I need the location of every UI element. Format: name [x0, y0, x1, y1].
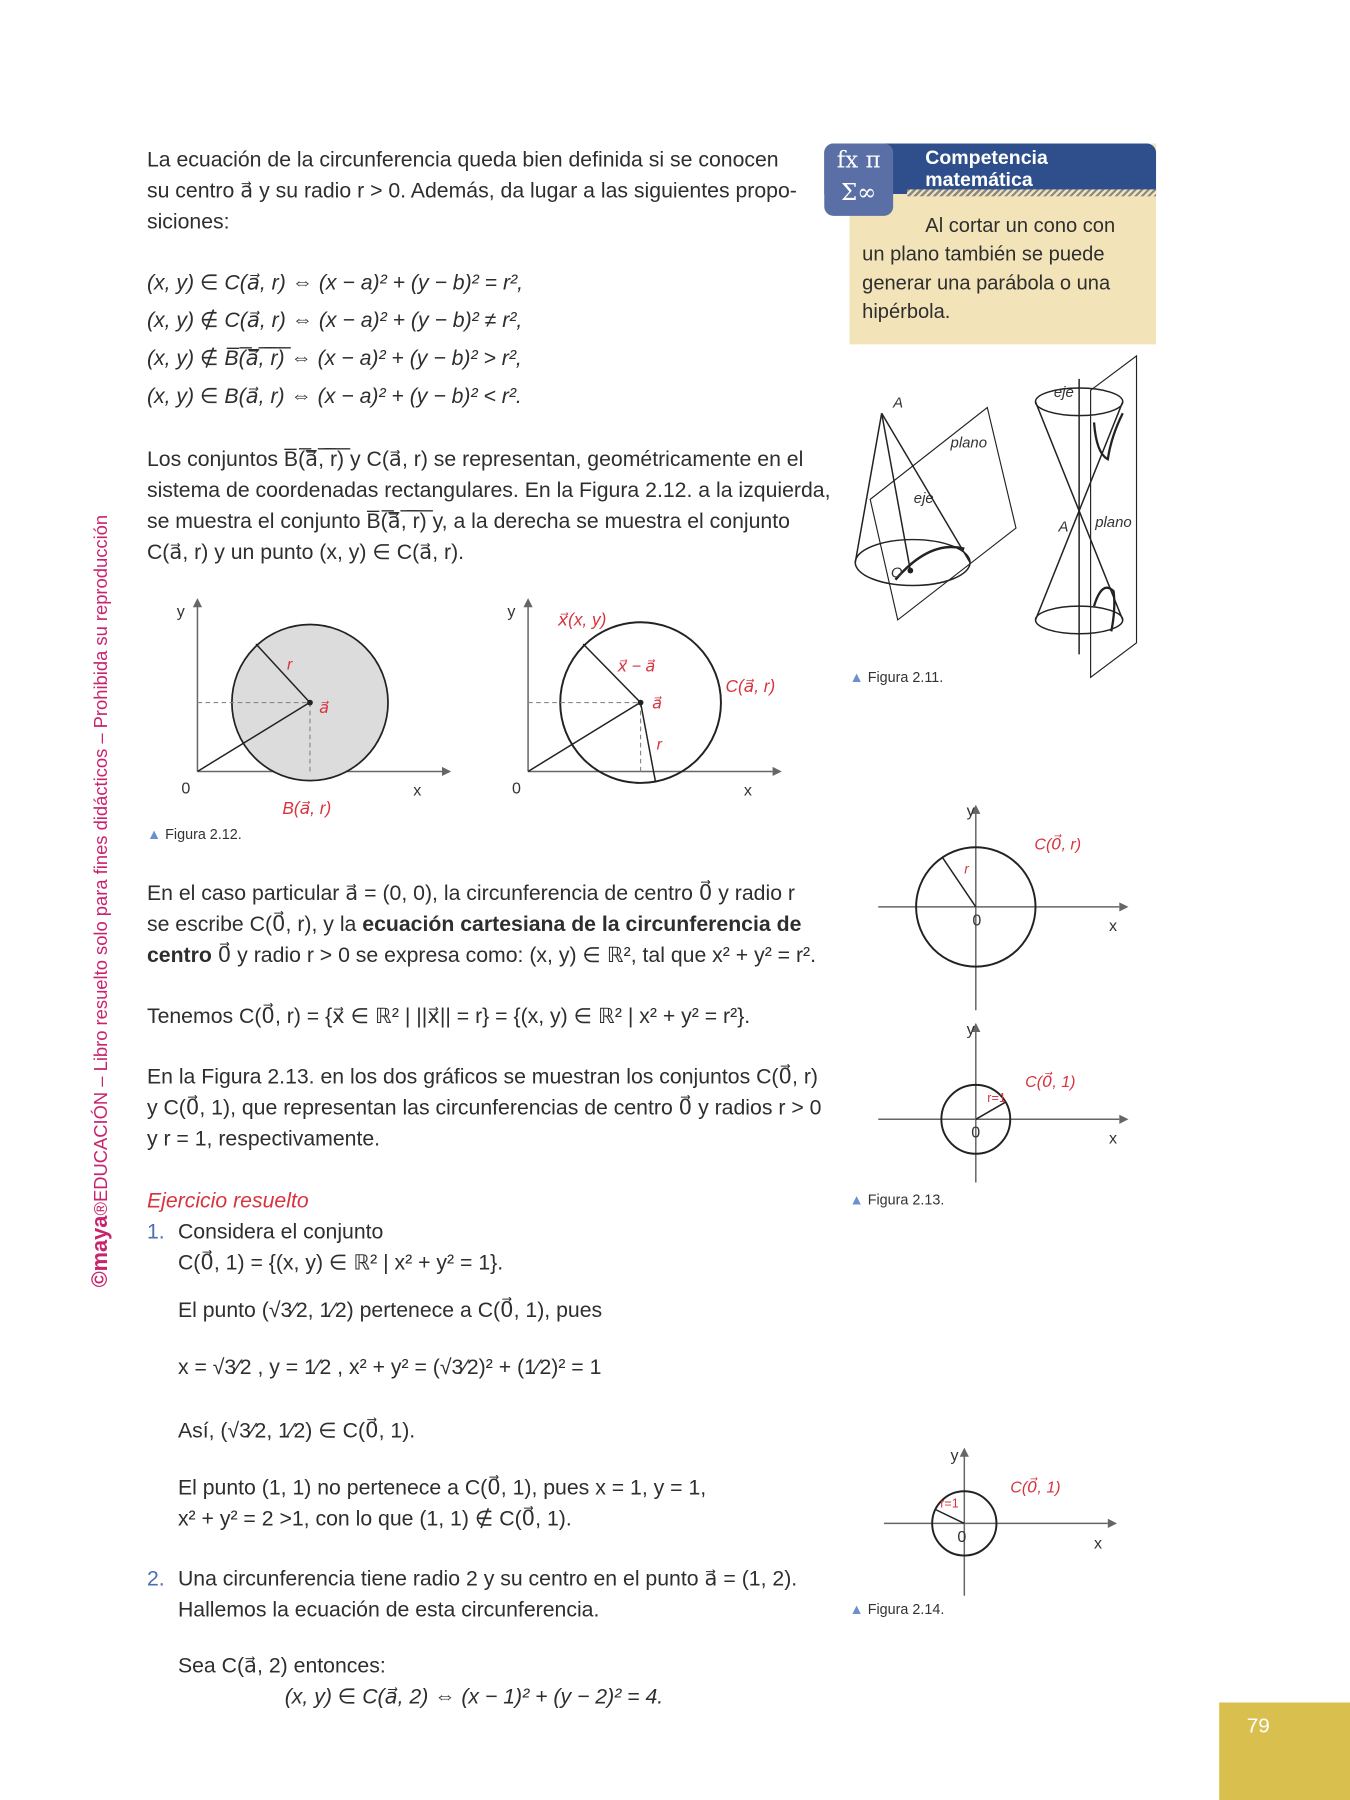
copyright-sidebar	[88, 515, 113, 1288]
y-axis-label: y	[966, 1020, 975, 1039]
exercise-line: El punto (1, 1) no pertenece a C(0⃗, 1), pues x = 1, y = 1,	[177, 1475, 707, 1500]
axis-label: eje	[913, 489, 934, 507]
equation: (x, y) ∈ C(a⃗, r) ⇔ (x − a)² + (y − b)² = r²,	[146, 269, 524, 294]
paragraph-line: C(a⃗, r) y un punto (x, y) ∈ C(a⃗, r).	[146, 539, 465, 564]
center-label: O	[890, 564, 903, 582]
figure-caption: ▲ Figura 2.14.	[850, 1601, 945, 1617]
y-axis-label: y	[176, 602, 185, 621]
paragraph-line	[147, 943, 816, 968]
competencia-text: un plano también se puede	[862, 242, 1105, 266]
maya-logo: ©maya	[88, 1215, 113, 1288]
competencia-text: Al cortar un cono con	[925, 213, 1116, 237]
radius-label: r	[964, 861, 969, 877]
intro-line: siciones:	[146, 208, 230, 234]
page-number-tab	[1219, 1702, 1350, 1800]
axis-label: eje	[1053, 384, 1074, 402]
paragraph-line: y C(0⃗, 1), que representan las circunferencias de centro 0⃗ y radios r > 0	[146, 1095, 822, 1120]
paragraph-line	[147, 912, 801, 937]
exercise-line: x = √3⁄2 , y = 1⁄2 , x² + y² = (√3⁄2)² + (1⁄2)² = 1	[177, 1354, 602, 1379]
origin-label: 0	[181, 779, 191, 798]
figure-2-11-cones	[850, 356, 1148, 666]
set-label: B(a⃗, r)	[282, 797, 332, 818]
x-axis-label: x	[1108, 1129, 1117, 1148]
x-axis-label: x	[1108, 917, 1117, 936]
y-axis-label: y	[966, 802, 975, 821]
paragraph-line: sistema de coordenadas rectangulares. En la Figura 2.12. a la izquierda,	[146, 477, 831, 502]
exercise-line: Hallemos la ecuación de esta circunferencia.	[177, 1596, 600, 1621]
x-axis-label: x	[743, 781, 752, 800]
x-axis-label: x	[413, 781, 422, 800]
origin-label: 0	[512, 779, 521, 798]
figure-2-13-top	[872, 798, 1136, 1016]
center-label: a⃗	[652, 694, 662, 713]
figure-2-12-right	[491, 591, 789, 821]
set-label: C(a⃗, r)	[725, 676, 776, 697]
set-label: C(0⃗, r)	[1034, 835, 1082, 854]
exercise-line: Así, (√3⁄2, 1⁄2) ∈ C(0⃗, 1).	[177, 1417, 416, 1442]
plane-label: plano	[1095, 513, 1132, 531]
paragraph-line: En el caso particular a⃗ = (0, 0), la circunferencia de centro 0⃗ y radio r	[146, 880, 795, 905]
equation: (x, y) ∉ B̅(̅a⃗̅,̅ ̅r̅)̅ ⇔ (x − a)² + (y − b)² > r²,	[146, 345, 522, 370]
figure-caption: ▲ Figura 2.13.	[850, 1192, 945, 1208]
x-axis-label: x	[1094, 1534, 1103, 1553]
radius-label: r=1	[987, 1091, 1006, 1106]
intro-line: La ecuación de la circunferencia queda bien definida si se conocen	[146, 146, 779, 172]
vertex-label: A	[1058, 518, 1069, 536]
equation: (x, y) ∉ C(a⃗, r) ⇔ (x − a)² + (y − b)² ≠ r²,	[146, 307, 523, 332]
bold-term: centro	[146, 942, 212, 967]
plane-label: plano	[950, 434, 988, 452]
exercise-number: 2.	[146, 1565, 165, 1590]
exercise-line: Sea C(a⃗, 2) entonces:	[177, 1653, 386, 1678]
origin-label: 0	[971, 1123, 981, 1142]
exercise-line: Considera el conjunto	[177, 1219, 384, 1244]
bold-term: ecuación cartesiana de la circunferencia de	[362, 911, 802, 936]
page-number: 79	[1246, 1713, 1270, 1737]
y-axis-label: y	[950, 1446, 959, 1465]
text: se escribe C(0⃗, r), y la	[146, 911, 363, 936]
equation: (x, y) ∈ B(a⃗, r) ⇔ (x − a)² + (y − b)² < r².	[146, 383, 522, 408]
exercise-line: (x, y) ∈ C(a⃗, 2) ⇔ (x − 1)² + (y − 2)² = 4.	[284, 1684, 664, 1709]
paragraph-line: y r = 1, respectivamente.	[146, 1126, 381, 1151]
radius-label: r	[287, 655, 293, 674]
exercise-title: Ejercicio resuelto	[146, 1188, 309, 1213]
paragraph-line: En la Figura 2.13. en los dos gráficos se muestran los conjuntos C(0⃗, r)	[146, 1064, 818, 1089]
radius-label: r=1	[940, 1496, 959, 1511]
paragraph-line: Tenemos C(0⃗, r) = {x⃗ ∈ ℝ² | ||x⃗|| = r} = {(x, y) ∈ ℝ² | x² + y² = r²}.	[146, 1003, 751, 1028]
point-label: x⃗(x, y)	[557, 609, 607, 630]
set-label: C(0⃗, 1)	[1025, 1073, 1076, 1092]
paragraph-line: se muestra el conjunto B̅(̅a⃗̅,̅ ̅r̅)̅ y, a la derecha se muestra el conjunto	[146, 508, 790, 533]
paragraph-line: Los conjuntos B̅(̅a⃗̅,̅ ̅r̅)̅ y C(a⃗, r) se representan, geométricamente en el	[146, 446, 804, 471]
origin-label: 0	[972, 911, 982, 930]
figure-2-14	[878, 1441, 1131, 1602]
exercise-line: Una circunferencia tiene radio 2 y su centro en el punto a⃗ = (1, 2).	[177, 1565, 798, 1590]
figure-2-13-bottom	[872, 1016, 1136, 1188]
difference-label: x⃗ − a⃗	[617, 657, 656, 676]
exercise-line: El punto (√3⁄2, 1⁄2) pertenece a C(0⃗, 1), pues	[177, 1297, 603, 1322]
figure-2-12-left	[161, 591, 459, 821]
set-label: C(0⃗, 1)	[1010, 1478, 1061, 1497]
radius-label: r	[656, 735, 663, 754]
vertex-label: A	[893, 394, 904, 412]
origin-label: 0	[957, 1527, 967, 1546]
competencia-text: hipérbola.	[862, 299, 951, 323]
y-axis-label: y	[507, 602, 516, 621]
figure-caption: ▲ Figura 2.12.	[147, 827, 242, 843]
exercise-number: 1.	[146, 1219, 165, 1244]
copyright-text: ®EDUCACIÓN – Libro resuelto solo para fines didácticos – Prohibida su reproducción	[91, 514, 112, 1216]
text: 0⃗ y radio r > 0 se expresa como: (x, y) ∈ ℝ², tal que x² + y² = r².	[211, 942, 817, 967]
intro-line: su centro a⃗ y su radio r > 0. Además, da lugar a las siguientes propo-	[146, 177, 797, 203]
exercise-line: C(0⃗, 1) = {(x, y) ∈ ℝ² | x² + y² = 1}.	[177, 1250, 504, 1275]
exercise-line: x² + y² = 2 >1, con lo que (1, 1) ∉ C(0⃗, 1).	[177, 1506, 572, 1531]
competencia-title: Competencia matemática	[925, 146, 1048, 191]
figure-caption: ▲ Figura 2.11.	[850, 669, 944, 685]
math-symbols-icon: fx π Σ∞	[824, 144, 893, 216]
competencia-text: generar una parábola o una	[862, 270, 1111, 294]
center-label: a⃗	[319, 698, 329, 717]
